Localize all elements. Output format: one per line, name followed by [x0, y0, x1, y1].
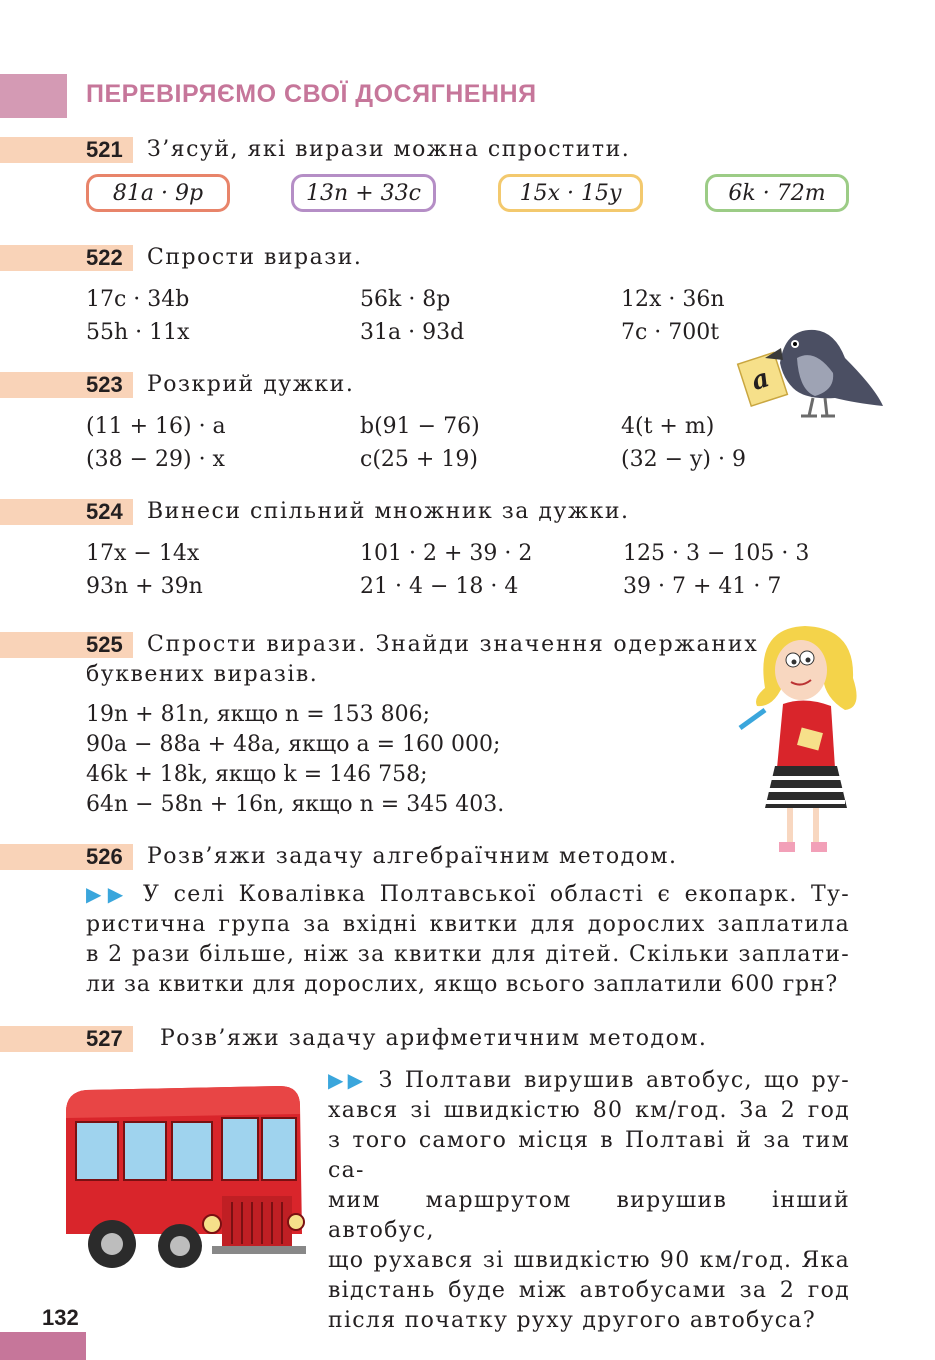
bus-illustration — [62, 1084, 310, 1274]
page-number: 132 — [42, 1305, 79, 1330]
expression-525-2: 90a − 88a + 48a, якщо a = 160 000; — [86, 732, 501, 757]
exercise-521-text: З’ясуй, які вирази можна спростити. — [147, 137, 631, 162]
exercise-526-text: Розв’яжи задачу алгебраїчним методом. — [147, 844, 678, 869]
problem-526-line-4: ли за квитки для дорослих, якщо всього заплатили 600 грн? — [86, 972, 838, 997]
expression-523-4: (38 − 29) · x — [86, 447, 225, 472]
exercise-521-number: 521 — [86, 137, 123, 162]
problem-527-line-2: хався зі швидкістю 80 км/год. За 2 год — [328, 1098, 850, 1123]
problem-526-line-2: ристична група за вхідні квитки для дорослих заплатила — [86, 912, 850, 937]
girl-illustration — [735, 618, 870, 858]
expression-523-2: b(91 − 76) — [360, 414, 480, 439]
problem-527-line-4: мим маршрутом вирушив інший автобус, — [328, 1188, 850, 1243]
expression-522-2: 56k · 8p — [360, 287, 451, 312]
section-title: ПЕРЕВІРЯЄМО СВОЇ ДОСЯГНЕННЯ — [86, 80, 537, 108]
problem-526-text — [86, 879, 850, 1000]
expression-box-2 — [291, 174, 436, 212]
expression-box-3 — [498, 174, 643, 212]
expression-524-4: 93n + 39n — [86, 574, 203, 599]
double-arrow-icon: ▶▶ — [86, 882, 130, 906]
expression-523-1: (11 + 16) · a — [86, 414, 226, 439]
expression-525-1: 19n + 81n, якщо n = 153 806; — [86, 702, 431, 727]
expression-523-6: (32 − y) · 9 — [621, 447, 746, 472]
problem-527-line-1: ▶▶ З Полтави вирушив автобус, що ру- — [328, 1068, 850, 1093]
problem-527-line-7: після початку руху другого автобуса? — [328, 1308, 816, 1333]
expression-524-2: 101 · 2 + 39 · 2 — [360, 541, 533, 566]
double-arrow-icon: ▶▶ — [328, 1068, 368, 1092]
expression-522-4: 55h · 11x — [86, 320, 190, 345]
expression-box-3-text: 15x · 15y — [519, 180, 622, 206]
footer-accent-bar — [0, 1332, 86, 1360]
expression-box-4 — [705, 174, 849, 212]
header-accent-bar — [0, 74, 67, 118]
expression-box-1 — [86, 174, 230, 212]
problem-526-line-1: ▶▶ У селі Ковалівка Полтавської області є екопарк. Ту- — [86, 882, 850, 907]
problem-527-line-3: з того самого місця в Полтаві й за тим са- — [328, 1128, 850, 1183]
expression-524-3: 125 · 3 − 105 · 3 — [623, 541, 810, 566]
exercise-527-text: Розв’яжи задачу арифметичним методом. — [160, 1026, 708, 1051]
expression-522-1: 17c · 34b — [86, 287, 190, 312]
exercise-524-text: Винеси спільний множник за дужки. — [147, 499, 630, 524]
expression-525-4: 64n − 58n + 16n, якщо n = 345 403. — [86, 792, 505, 817]
problem-527-line-5: що рухався зі швидкістю 90 км/год. Яка — [328, 1248, 850, 1273]
exercise-527-number: 527 — [86, 1026, 123, 1051]
exercise-523-text: Розкрий дужки. — [147, 372, 355, 397]
expression-523-3: 4(t + m) — [621, 414, 715, 439]
exercise-525-text: Спрости вирази. Знайди значення одержаних — [147, 632, 759, 657]
expression-box-2-text: 13n + 33c — [306, 180, 421, 206]
exercise-525-number: 525 — [86, 632, 123, 657]
exercise-526-number: 526 — [86, 844, 123, 869]
expression-524-5: 21 · 4 − 18 · 4 — [360, 574, 519, 599]
card-letter: a — [747, 363, 774, 397]
expression-524-1: 17x − 14x — [86, 541, 200, 566]
expression-524-6: 39 · 7 + 41 · 7 — [623, 574, 782, 599]
expression-522-6: 7c · 700t — [621, 320, 720, 345]
expression-523-5: c(25 + 19) — [360, 447, 478, 472]
expression-box-1-text: 81a · 9p — [112, 180, 204, 206]
exercise-522-number: 522 — [86, 245, 123, 270]
problem-526-line-3: в 2 рази більше, ніж за квитки для дітей. Скільки заплати- — [86, 942, 850, 967]
exercise-522-text: Спрости вирази. — [147, 245, 363, 270]
problem-527-line-6: відстань буде між автобусами за 2 год — [328, 1278, 850, 1303]
expression-525-3: 46k + 18k, якщо k = 146 758; — [86, 762, 428, 787]
exercise-525-text-cont: буквених виразів. — [86, 662, 319, 687]
expression-box-4-text: 6k · 72m — [728, 180, 826, 206]
problem-527-text — [328, 1065, 850, 1336]
exercise-524-number: 524 — [86, 499, 123, 524]
exercise-523-number: 523 — [86, 372, 123, 397]
expression-522-5: 31a · 93d — [360, 320, 465, 345]
expression-522-3: 12x · 36n — [621, 287, 725, 312]
